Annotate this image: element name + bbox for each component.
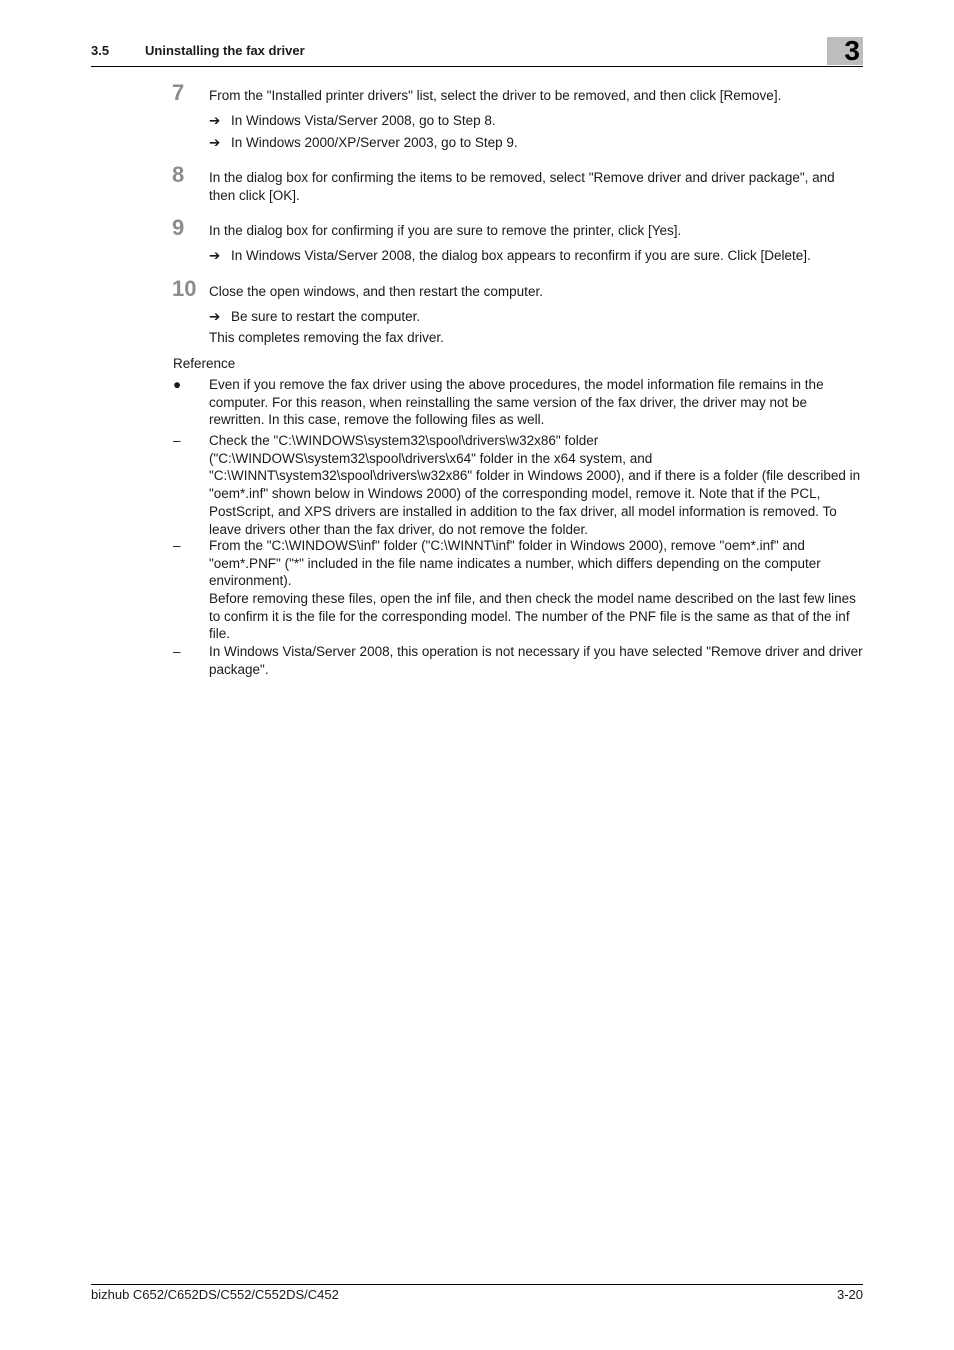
page-header xyxy=(91,35,863,67)
step-10-text: Close the open windows, and then restart the computer. xyxy=(209,284,543,299)
arrow-note: Be sure to restart the computer. xyxy=(231,309,421,324)
arrow-icon: ➔ xyxy=(209,248,221,263)
dash-icon: – xyxy=(173,644,181,659)
reference-dash-1-text: Check the "C:\WINDOWS\system32\spool\drivers\w32x86" folder ("C:\WINDOWS\system32\spool\drivers\x64" folder in the x64 system, and "C:\WINNT\system32\spool\drivers\w32x86" folder in Windows 2000), and if there is a folder (file described in "oem*.inf" shown below in Windows 2000) of the corresponding model, remove it. Note that if the PCL, PostScript, and XPS drivers are installed in addition to the fax driver, all model information is removed. To leave drivers other than the fax driver, do not remove the folder. xyxy=(209,433,861,537)
reference-dash-3-text: In Windows Vista/Server 2008, this operation is not necessary if you have selected "Remove driver and driver package". xyxy=(209,644,863,677)
chapter-number: 3 xyxy=(844,35,860,66)
reference-bullet-text: Even if you remove the fax driver using the above procedures, the model information file remains in the computer. For this reason, when reinstalling the same version of the fax driver, the driver may not be rewritten. In this case, remove the following files as well. xyxy=(209,377,824,428)
step-number-10: 10 xyxy=(172,276,197,301)
dash-icon: – xyxy=(173,538,181,553)
section-title: Uninstalling the fax driver xyxy=(145,43,305,58)
step-9-text: In the dialog box for confirming if you are sure to remove the printer, click [Yes]. xyxy=(209,223,682,238)
arrow-icon: ➔ xyxy=(209,309,221,324)
footer-page-number: 3-20 xyxy=(836,1287,863,1302)
section-number: 3.5 xyxy=(91,43,110,58)
arrow-icon: ➔ xyxy=(209,135,221,150)
arrow-note: In Windows Vista/Server 2008, the dialog box appears to reconfirm if you are sure. Click [Delete]. xyxy=(231,248,811,263)
step-8-text: In the dialog box for confirming the items to be removed, select "Remove driver and driver package", and then click [OK]. xyxy=(209,170,835,203)
step-number-9: 9 xyxy=(172,215,185,240)
arrow-note: In Windows Vista/Server 2008, go to Step 8. xyxy=(231,113,496,128)
step-number-7: 7 xyxy=(172,80,185,105)
page-footer xyxy=(91,1284,863,1305)
arrow-icon: ➔ xyxy=(209,113,221,128)
dash-icon: – xyxy=(173,433,181,448)
step-7-text: From the "Installed printer drivers" list, select the driver to be removed, and then click [Remove]. xyxy=(209,88,782,103)
arrow-note: In Windows 2000/XP/Server 2003, go to Step 9. xyxy=(231,135,518,150)
bullet-icon: ● xyxy=(173,377,182,392)
footer-model: bizhub C652/C652DS/C552/C552DS/C452 xyxy=(91,1287,339,1302)
reference-heading: Reference xyxy=(173,356,236,371)
reference-dash-2-continuation: Before removing these files, open the inf file, and then check the model name described on the last few lines to confirm it is the file for the corresponding model. The number of the PNF file is the same as that of the inf file. xyxy=(209,591,856,642)
completion-text: This completes removing the fax driver. xyxy=(209,330,444,345)
chapter-tab xyxy=(827,37,863,65)
step-number-8: 8 xyxy=(172,162,185,187)
reference-dash-2-text: From the "C:\WINDOWS\inf" folder ("C:\WINNT\inf" folder in Windows 2000), remove "oem*.inf" and "oem*.PNF" ("*" included in the file name indicates a number, which differs depending on the computer environment). xyxy=(209,538,821,589)
